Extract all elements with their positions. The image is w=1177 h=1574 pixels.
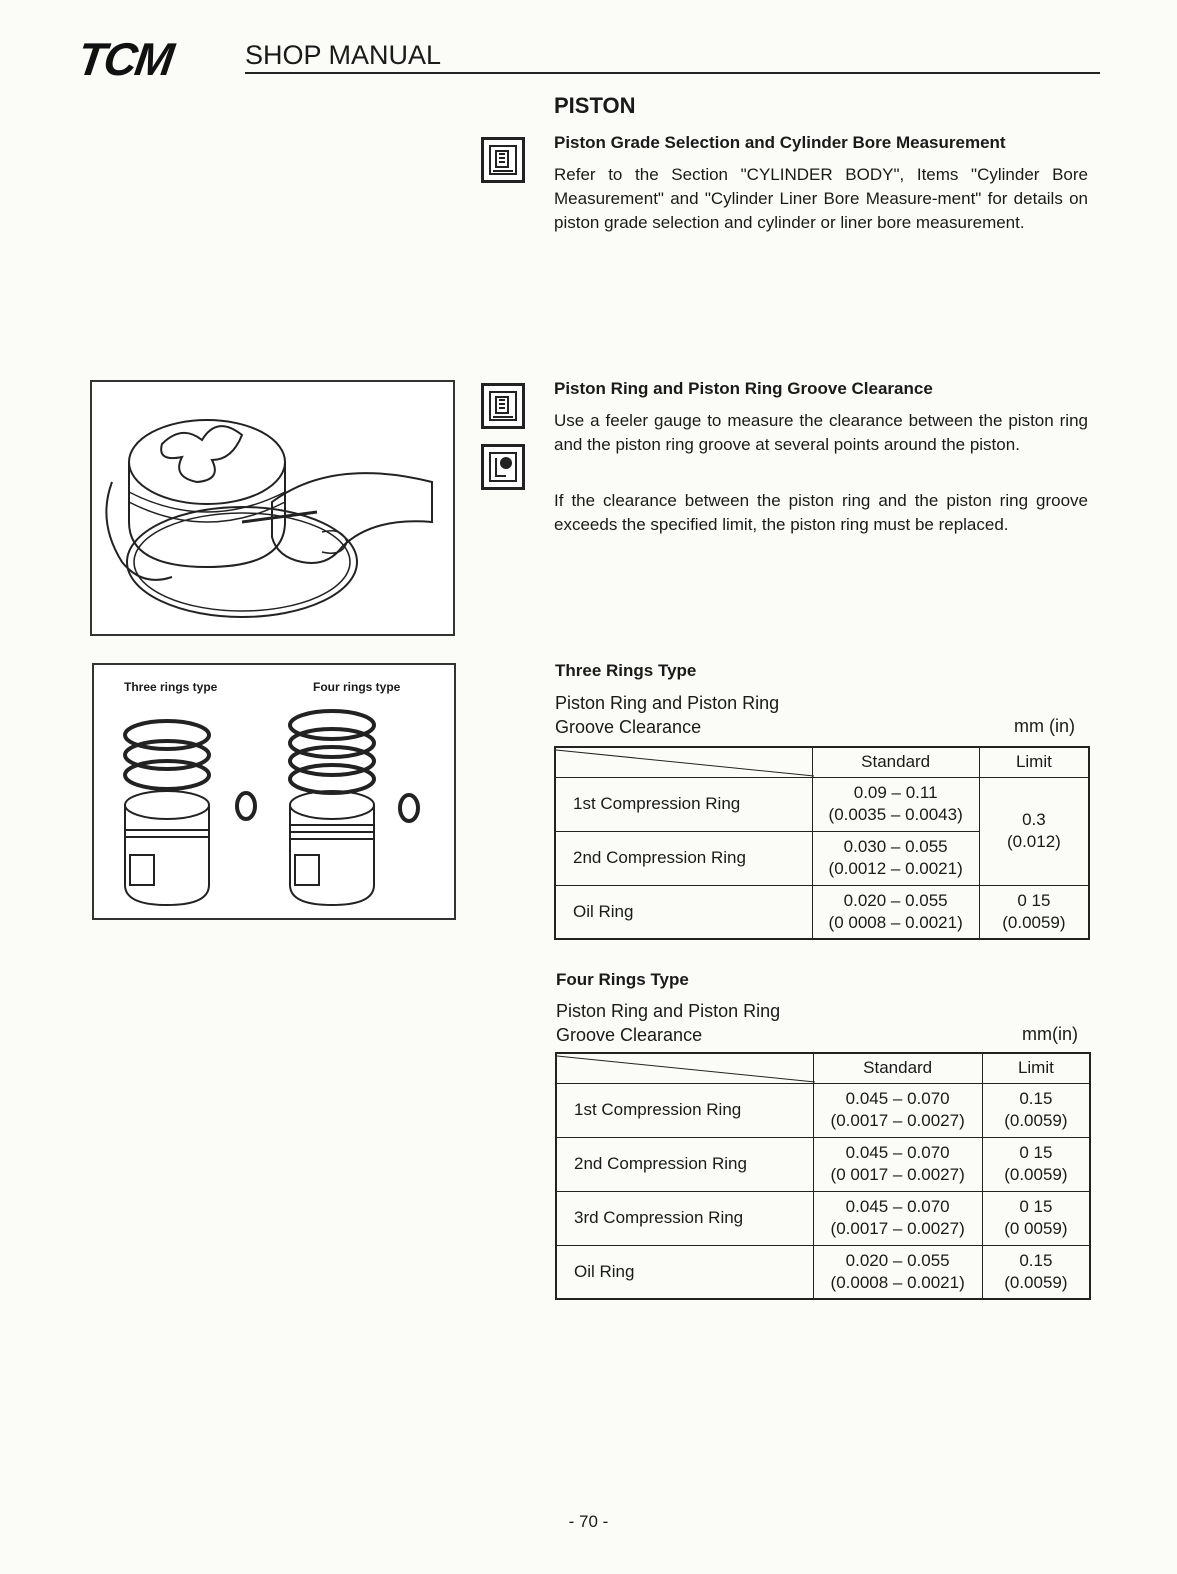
three-rings-title: Three Rings Type [555, 661, 697, 680]
four-rings-title: Four Rings Type [556, 970, 689, 989]
col-limit: Limit [982, 1053, 1090, 1083]
ring-types-figure [92, 663, 456, 920]
three-rings-caption-1: Piston Ring and Piston Ring [555, 693, 780, 713]
table-row [556, 1137, 1090, 1191]
table-row [556, 1083, 1090, 1137]
standard-cell: 0.030 – 0.055 (0.0012 – 0.0021) [812, 831, 979, 885]
limit-cell: 0.15 (0.0059) [982, 1245, 1090, 1299]
four-rings-caption-2: Groove Clearance [556, 1025, 703, 1045]
four-rings-units: mm(in) [1022, 1024, 1078, 1044]
row-name: 2nd Compression Ring [556, 1137, 813, 1191]
standard-cell: 0.09 – 0.11 (0.0035 – 0.0043) [812, 777, 979, 831]
four-rings-caption-1: Piston Ring and Piston Ring [556, 1001, 781, 1021]
inspect-icon [481, 444, 525, 490]
section-title: PISTON [554, 93, 636, 118]
block1-heading: Piston Grade Selection and Cylinder Bore Measurement [554, 133, 1006, 152]
diagonal-header-cell [556, 1053, 813, 1083]
table-header-row [555, 747, 1089, 777]
standard-cell: 0.045 – 0.070 (0.0017 – 0.0027) [813, 1083, 982, 1137]
table-row [556, 1245, 1090, 1299]
four-rings-label: Four rings type [313, 680, 401, 694]
tcm-logo: TCM [74, 33, 176, 85]
table-row [556, 1191, 1090, 1245]
col-standard: Standard [813, 1053, 982, 1083]
four-rings-table [555, 1052, 1091, 1300]
three-rings-caption-2: Groove Clearance [555, 717, 702, 737]
three-rings-label: Three rings type [124, 680, 218, 694]
measure-icon [481, 383, 525, 429]
table-header-row [556, 1053, 1090, 1083]
col-standard: Standard [812, 747, 979, 777]
row-name: 1st Compression Ring [555, 777, 812, 831]
limit-cell: 0 15 (0.0059) [979, 885, 1089, 939]
three-rings-table [554, 746, 1090, 940]
manual-title: SHOP MANUAL [245, 40, 442, 70]
block1-body: Refer to the Section "CYLINDER BODY", Items "Cylinder Bore Measurement" and "Cylinder Liner Bore Measure-ment" for details on piston grade selection and cylinder or liner bore measurement. [554, 165, 1088, 232]
limit-cell: 0 15 (0 0059) [982, 1191, 1090, 1245]
col-limit: Limit [979, 747, 1089, 777]
row-name: 2nd Compression Ring [555, 831, 812, 885]
standard-cell: 0.020 – 0.055 (0 0008 – 0.0021) [812, 885, 979, 939]
standard-cell: 0.045 – 0.070 (0 0017 – 0.0027) [813, 1137, 982, 1191]
table-row [555, 777, 1089, 831]
page-number: - 70 - [568, 1512, 609, 1531]
shared-limit-cell: 0.3 (0.012) [979, 777, 1089, 885]
table-row [555, 885, 1089, 939]
row-name: 3rd Compression Ring [556, 1191, 813, 1245]
standard-cell: 0.020 – 0.055 (0.0008 – 0.0021) [813, 1245, 982, 1299]
standard-cell: 0.045 – 0.070 (0.0017 – 0.0027) [813, 1191, 982, 1245]
limit-cell: 0.15 (0.0059) [982, 1083, 1090, 1137]
row-name: Oil Ring [556, 1245, 813, 1299]
header-divider [245, 72, 1100, 74]
row-name: 1st Compression Ring [556, 1083, 813, 1137]
block2-heading: Piston Ring and Piston Ring Groove Clearance [554, 379, 933, 398]
measure-icon [481, 137, 525, 183]
row-name: Oil Ring [555, 885, 812, 939]
diagonal-header-cell [555, 747, 812, 777]
block2-body2: If the clearance between the piston ring and the piston ring groove exceeds the specified limit, the piston ring must be replaced. [554, 491, 1088, 534]
block2-body1: Use a feeler gauge to measure the clearance between the piston ring and the piston ring groove at several points around the piston. [554, 411, 1088, 454]
limit-cell: 0 15 (0.0059) [982, 1137, 1090, 1191]
three-rings-units: mm (in) [1014, 716, 1075, 736]
feeler-gauge-figure [90, 380, 455, 636]
